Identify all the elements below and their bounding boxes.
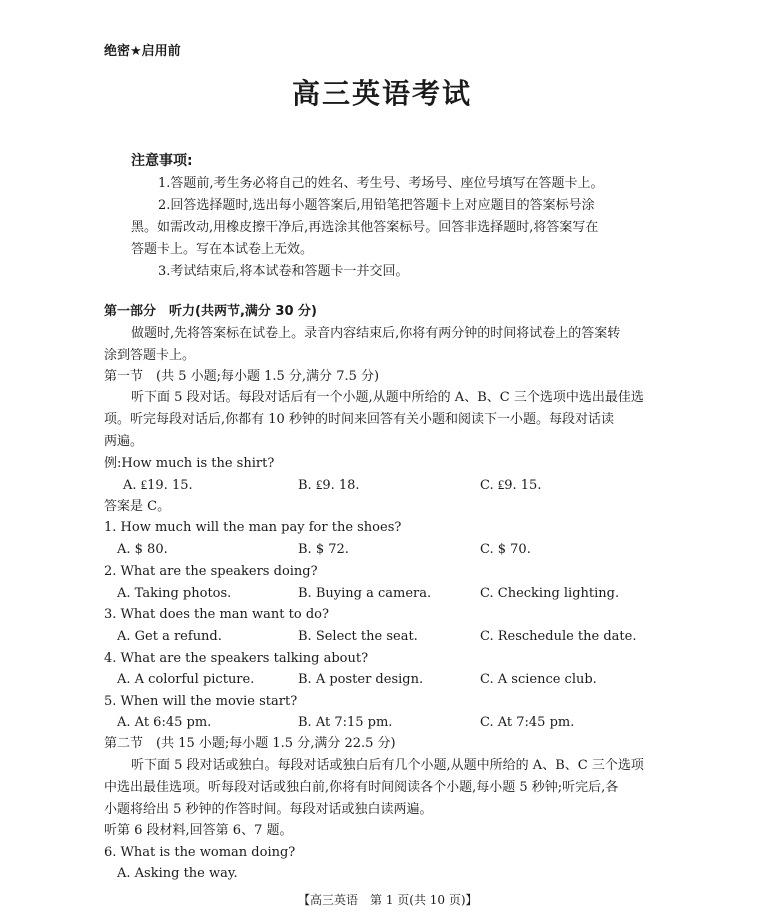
q5-option-c: C. At 7:45 pm. (480, 715, 575, 730)
part1-intro-line-2: 涂到答题卡上。 (104, 348, 196, 363)
q6-option-a: A. Asking the way. (117, 866, 238, 881)
notice-item-2-line-2: 黑。如需改动,用橡皮擦干净后,再选涂其他答案标号。回答非选择题时,将答案写在 (131, 220, 599, 235)
q4-option-c: C. A science club. (480, 672, 597, 687)
section2-heading: 第二节 (共 15 小题;每小题 1.5 分,满分 22.5 分) (104, 736, 396, 751)
question-3: 3. What does the man want to do? (104, 607, 329, 622)
example-option-a: A. ₤19. 15. (123, 478, 193, 493)
question-1: 1. How much will the man pay for the shoes? (104, 520, 402, 535)
q2-option-c: C. Checking lighting. (480, 586, 620, 601)
question-2: 2. What are the speakers doing? (104, 564, 318, 579)
section2-intro-line-3: 小题将给出 5 秒钟的作答时间。每段对话或独白读两遍。 (104, 802, 433, 817)
example-answer: 答案是 C。 (104, 499, 171, 514)
q5-option-b: B. At 7:15 pm. (298, 715, 393, 730)
q1-option-b: B. $ 72. (298, 542, 349, 557)
notice-item-3: 3.考试结束后,将本试卷和答题卡一并交回。 (158, 264, 409, 279)
question-6: 6. What is the woman doing? (104, 845, 296, 860)
q5-option-a: A. At 6:45 pm. (117, 715, 212, 730)
section1-intro-line-3: 两遍。 (104, 434, 144, 449)
notice-item-1: 1.答题前,考生务必将自己的姓名、考生号、考场号、座位号填写在答题卡上。 (158, 176, 604, 191)
q3-option-c: C. Reschedule the date. (480, 629, 637, 644)
part1-heading: 第一部分 听力(共两节,满分 30 分) (104, 304, 317, 319)
part1-intro-line-1: 做题时,先将答案标在试卷上。录音内容结束后,你将有两分钟的时间将试卷上的答案转 (131, 326, 621, 341)
secret-mark: 绝密★启用前 (104, 44, 181, 59)
page-title: 高三英语考试 (292, 77, 473, 110)
example-question: 例:How much is the shirt? (104, 456, 275, 471)
q2-option-a: A. Taking photos. (117, 586, 232, 601)
q1-option-c: C. $ 70. (480, 542, 531, 557)
q2-option-b: B. Buying a camera. (298, 586, 432, 601)
q3-option-b: B. Select the seat. (298, 629, 418, 644)
page-footer: 【高三英语 第 1 页(共 10 页)】 (298, 893, 478, 907)
section2-intro-line-2: 中选出最佳选项。听每段对话或独白前,你将有时间阅读各个小题,每小题 5 秒钟;听完后,各 (104, 780, 619, 795)
notice-heading: 注意事项: (131, 153, 193, 169)
q4-option-b: B. A poster design. (298, 672, 424, 687)
notice-item-2-line-3: 答题卡上。写在本试卷上无效。 (131, 242, 314, 257)
q1-option-a: A. $ 80. (117, 542, 168, 557)
section2-material: 听第 6 段材料,回答第 6、7 题。 (104, 823, 293, 838)
notice-item-2-line-1: 2.回答选择题时,选出每小题答案后,用铅笔把答题卡上对应题目的答案标号涂 (158, 198, 595, 213)
example-option-c: C. ₤9. 15. (480, 478, 542, 493)
section1-intro-line-2: 项。听完每段对话后,你都有 10 秒钟的时间来回答有关小题和阅读下一小题。每段对话读 (104, 412, 614, 427)
q3-option-a: A. Get a refund. (117, 629, 222, 644)
q4-option-a: A. A colorful picture. (117, 672, 255, 687)
section1-intro-line-1: 听下面 5 段对话。每段对话后有一个小题,从题中所给的 A、B、C 三个选项中选出最佳选 (131, 390, 644, 405)
question-5: 5. When will the movie start? (104, 694, 298, 709)
example-option-b: B. ₤9. 18. (298, 478, 360, 493)
question-4: 4. What are the speakers talking about? (104, 651, 369, 666)
section2-intro-line-1: 听下面 5 段对话或独白。每段对话或独白后有几个小题,从题中所给的 A、B、C 三个选项 (131, 758, 644, 773)
section1-heading: 第一节 (共 5 小题;每小题 1.5 分,满分 7.5 分) (104, 369, 380, 384)
